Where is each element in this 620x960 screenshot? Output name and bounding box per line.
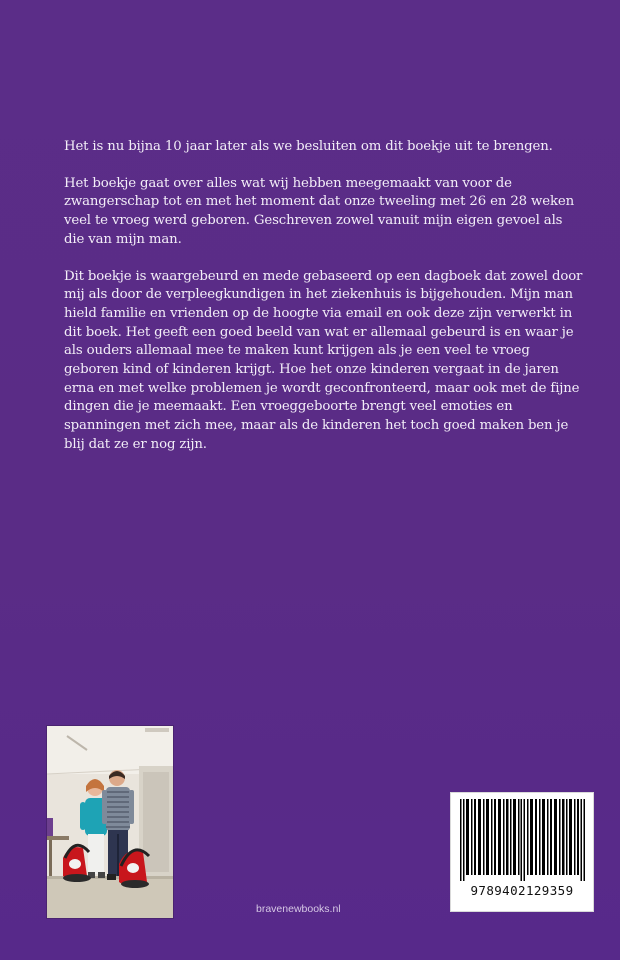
publisher-url: bravenewbooks.nl [256,903,341,915]
isbn-barcode [450,792,594,912]
blurb-paragraph-3: Dit boekje is waargebeurd en mede gebaseerd op een dagboek dat zowel door mij als door de verpleegkundigen in het ziekenhuis is bijgehouden. Mijn man hield familie en vrienden op de hoogte via email en ook deze zijn verwerkt in dit boek. Het geeft een goed beeld van wat er allemaal gebeurd is en waar je als ouders allemaal mee te maken kunt krijgen als je een veel te vroeg geboren kind of kinderen krijgt. Hoe het onze kinderen vergaat in de jaren erna en met welke problemen je wordt geconfronteerd, maar ook met de fijne dingen die je meemaakt. Een vroeggeboorte brengt veel emoties en spanningen met zich mee, maar als de kinderen het toch goed maken ben je blij dat ze er nog zijn. [64,268,583,452]
isbn-number: 9789402129359 [470,883,574,898]
blurb-text [64,138,584,473]
family-photo [46,725,174,919]
barcode-bars [458,799,586,881]
blurb-paragraph-2: Het boekje gaat over alles wat wij hebben meegemaakt van voor de zwangerschap tot en met het moment dat onze tweeling met 26 en 28 weken veel te vroeg werd geboren. Geschreven zowel vanuit mijn eigen gevoel als die van mijn man. [64,175,575,247]
blurb-paragraph-1: Het is nu bijna 10 jaar later als we besluiten om dit boekje uit te brengen. [64,139,553,154]
